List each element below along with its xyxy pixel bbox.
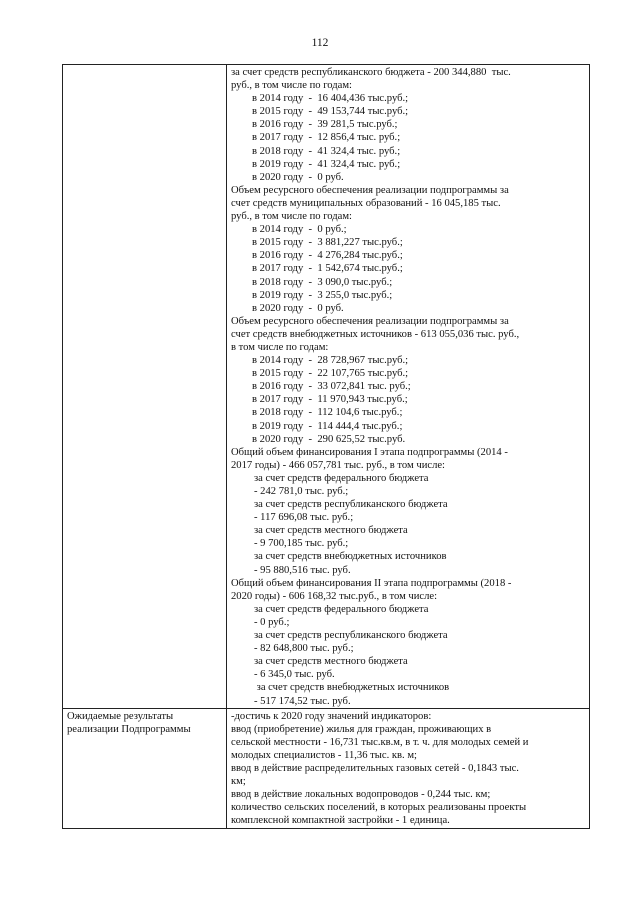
text-line: в 2020 году - 290 625,52 тыс.руб. xyxy=(252,433,406,445)
text-line: молодых специалистов - 11,36 тыс. кв. м; xyxy=(231,749,418,761)
text-line: в 2019 году - 41 324,4 тыс. руб.; xyxy=(252,158,401,170)
page-number: 112 xyxy=(311,37,329,49)
text-line: за счет средств федерального бюджета xyxy=(254,603,429,615)
text-line: - 0 руб.; xyxy=(254,616,290,628)
text-line: 2020 годы) - 606 168,32 тыс.руб., в том числе: xyxy=(231,590,438,602)
text-line: счет средств муниципальных образований - 16 045,185 тыс. xyxy=(231,197,501,209)
expected-results-label: Ожидаемые результаты реализации Подпрограммы xyxy=(63,708,227,829)
text-line: за счет средств внебюджетных источников xyxy=(254,682,450,694)
text-line: - 95 880,516 тыс. руб. xyxy=(254,564,351,576)
text-line: -достичь к 2020 году значений индикаторов: xyxy=(231,710,432,722)
text-line: за счет средств республиканского бюджета - 200 344,880 тыс. xyxy=(231,67,511,78)
text-line: в 2015 году - 22 107,765 тыс.руб.; xyxy=(252,368,409,380)
text-line: в 2014 году - 28 728,967 тыс.руб.; xyxy=(252,355,409,367)
text-line: км; xyxy=(231,776,246,788)
text-line: счет средств внебюджетных источников - 613 055,036 тыс. руб., xyxy=(231,328,520,340)
text-line: за счет средств федерального бюджета xyxy=(254,472,429,484)
text-line: в 2015 году - 49 153,744 тыс.руб.; xyxy=(252,106,409,118)
results-lines-list xyxy=(231,710,586,828)
text-line: сельской местности - 16,731 тыс.кв.м, в т. ч. для молодых семей и xyxy=(231,736,529,748)
text-line: 2017 годы) - 466 057,781 тыс. руб., в том числе: xyxy=(231,459,446,471)
text-line: - 6 345,0 тыс. руб. xyxy=(254,669,335,681)
text-line: в 2018 году - 3 090,0 тыс.руб.; xyxy=(252,276,393,288)
text-line: руб., в том числе по годам: xyxy=(231,211,352,223)
text-line: Общий объем финансирования II этапа подпрограммы (2018 - xyxy=(231,577,512,589)
text-line: в 2015 году - 3 881,227 тыс.руб.; xyxy=(252,237,403,249)
text-line: - 82 648,800 тыс. руб.; xyxy=(254,643,354,655)
text-line: - 242 781,0 тыс. руб.; xyxy=(254,486,349,497)
text-line: в 2020 году - 0 руб. xyxy=(252,171,344,183)
text-line: - 117 696,08 тыс. руб.; xyxy=(254,512,354,524)
text-line: в 2020 году - 0 руб. xyxy=(252,302,344,314)
table-row-expected-results xyxy=(63,708,590,829)
text-line: в 2019 году - 114 444,4 тыс.руб.; xyxy=(252,420,403,432)
text-line: в 2016 году - 39 281,5 тыс.руб.; xyxy=(252,119,398,131)
text-line: в 2017 году - 11 970,943 тыс.руб.; xyxy=(252,394,408,406)
subprogram-passport-table xyxy=(62,64,590,829)
text-line: за счет средств республиканского бюджета xyxy=(254,630,448,642)
text-line: ввод в действие локальных водопроводов - 0,244 тыс. км; xyxy=(231,789,491,801)
text-line: в 2019 году - 3 255,0 тыс.руб.; xyxy=(252,289,393,301)
row1-content-cell xyxy=(227,65,590,709)
text-line: в 2017 году - 12 856,4 тыс. руб.; xyxy=(252,132,401,144)
text-line: ввод (приобретение) жилья для граждан, проживающих в xyxy=(231,723,492,735)
text-line: - 9 700,185 тыс. руб.; xyxy=(254,538,349,550)
text-line: в 2014 году - 0 руб.; xyxy=(252,224,347,236)
text-line: в 2016 году - 4 276,284 тыс.руб.; xyxy=(252,250,403,262)
text-line: в 2016 году - 33 072,841 тыс. руб.; xyxy=(252,381,411,393)
text-line: за счет средств местного бюджета xyxy=(254,656,408,668)
text-line: Общий объем финансирования I этапа подпрограммы (2014 - xyxy=(231,446,508,458)
text-line: количество сельских поселений, в которых реализованы проекты xyxy=(231,802,527,814)
funding-lines-list xyxy=(231,66,586,708)
text-line: за счет средств местного бюджета xyxy=(254,525,408,537)
text-line: ввод в действие распределительных газовых сетей - 0,1843 тыс. xyxy=(231,762,519,774)
text-line: Объем ресурсного обеспечения реализации подпрограммы за xyxy=(231,184,509,196)
text-line: Объем ресурсного обеспечения реализации подпрограммы за xyxy=(231,315,509,327)
text-line: за счет средств республиканского бюджета xyxy=(254,499,448,511)
text-line: в 2017 году - 1 542,674 тыс.руб.; xyxy=(252,263,403,275)
text-line: в 2018 году - 112 104,6 тыс.руб.; xyxy=(252,407,403,419)
text-line: - 517 174,52 тыс. руб. xyxy=(254,695,351,707)
text-line: комплексной компактной застройки - 1 единица. xyxy=(231,815,450,827)
text-line: руб., в том числе по годам: xyxy=(231,80,352,92)
text-line: в 2014 году - 16 404,436 тыс.руб.; xyxy=(252,93,409,105)
row2-content-cell xyxy=(227,708,590,829)
text-line: в 2018 году - 41 324,4 тыс. руб.; xyxy=(252,145,401,157)
table-row-funding xyxy=(63,65,590,709)
text-line: за счет средств внебюджетных источников xyxy=(254,551,447,563)
text-line: в том числе по годам: xyxy=(231,341,329,353)
row1-label-cell xyxy=(63,65,227,709)
